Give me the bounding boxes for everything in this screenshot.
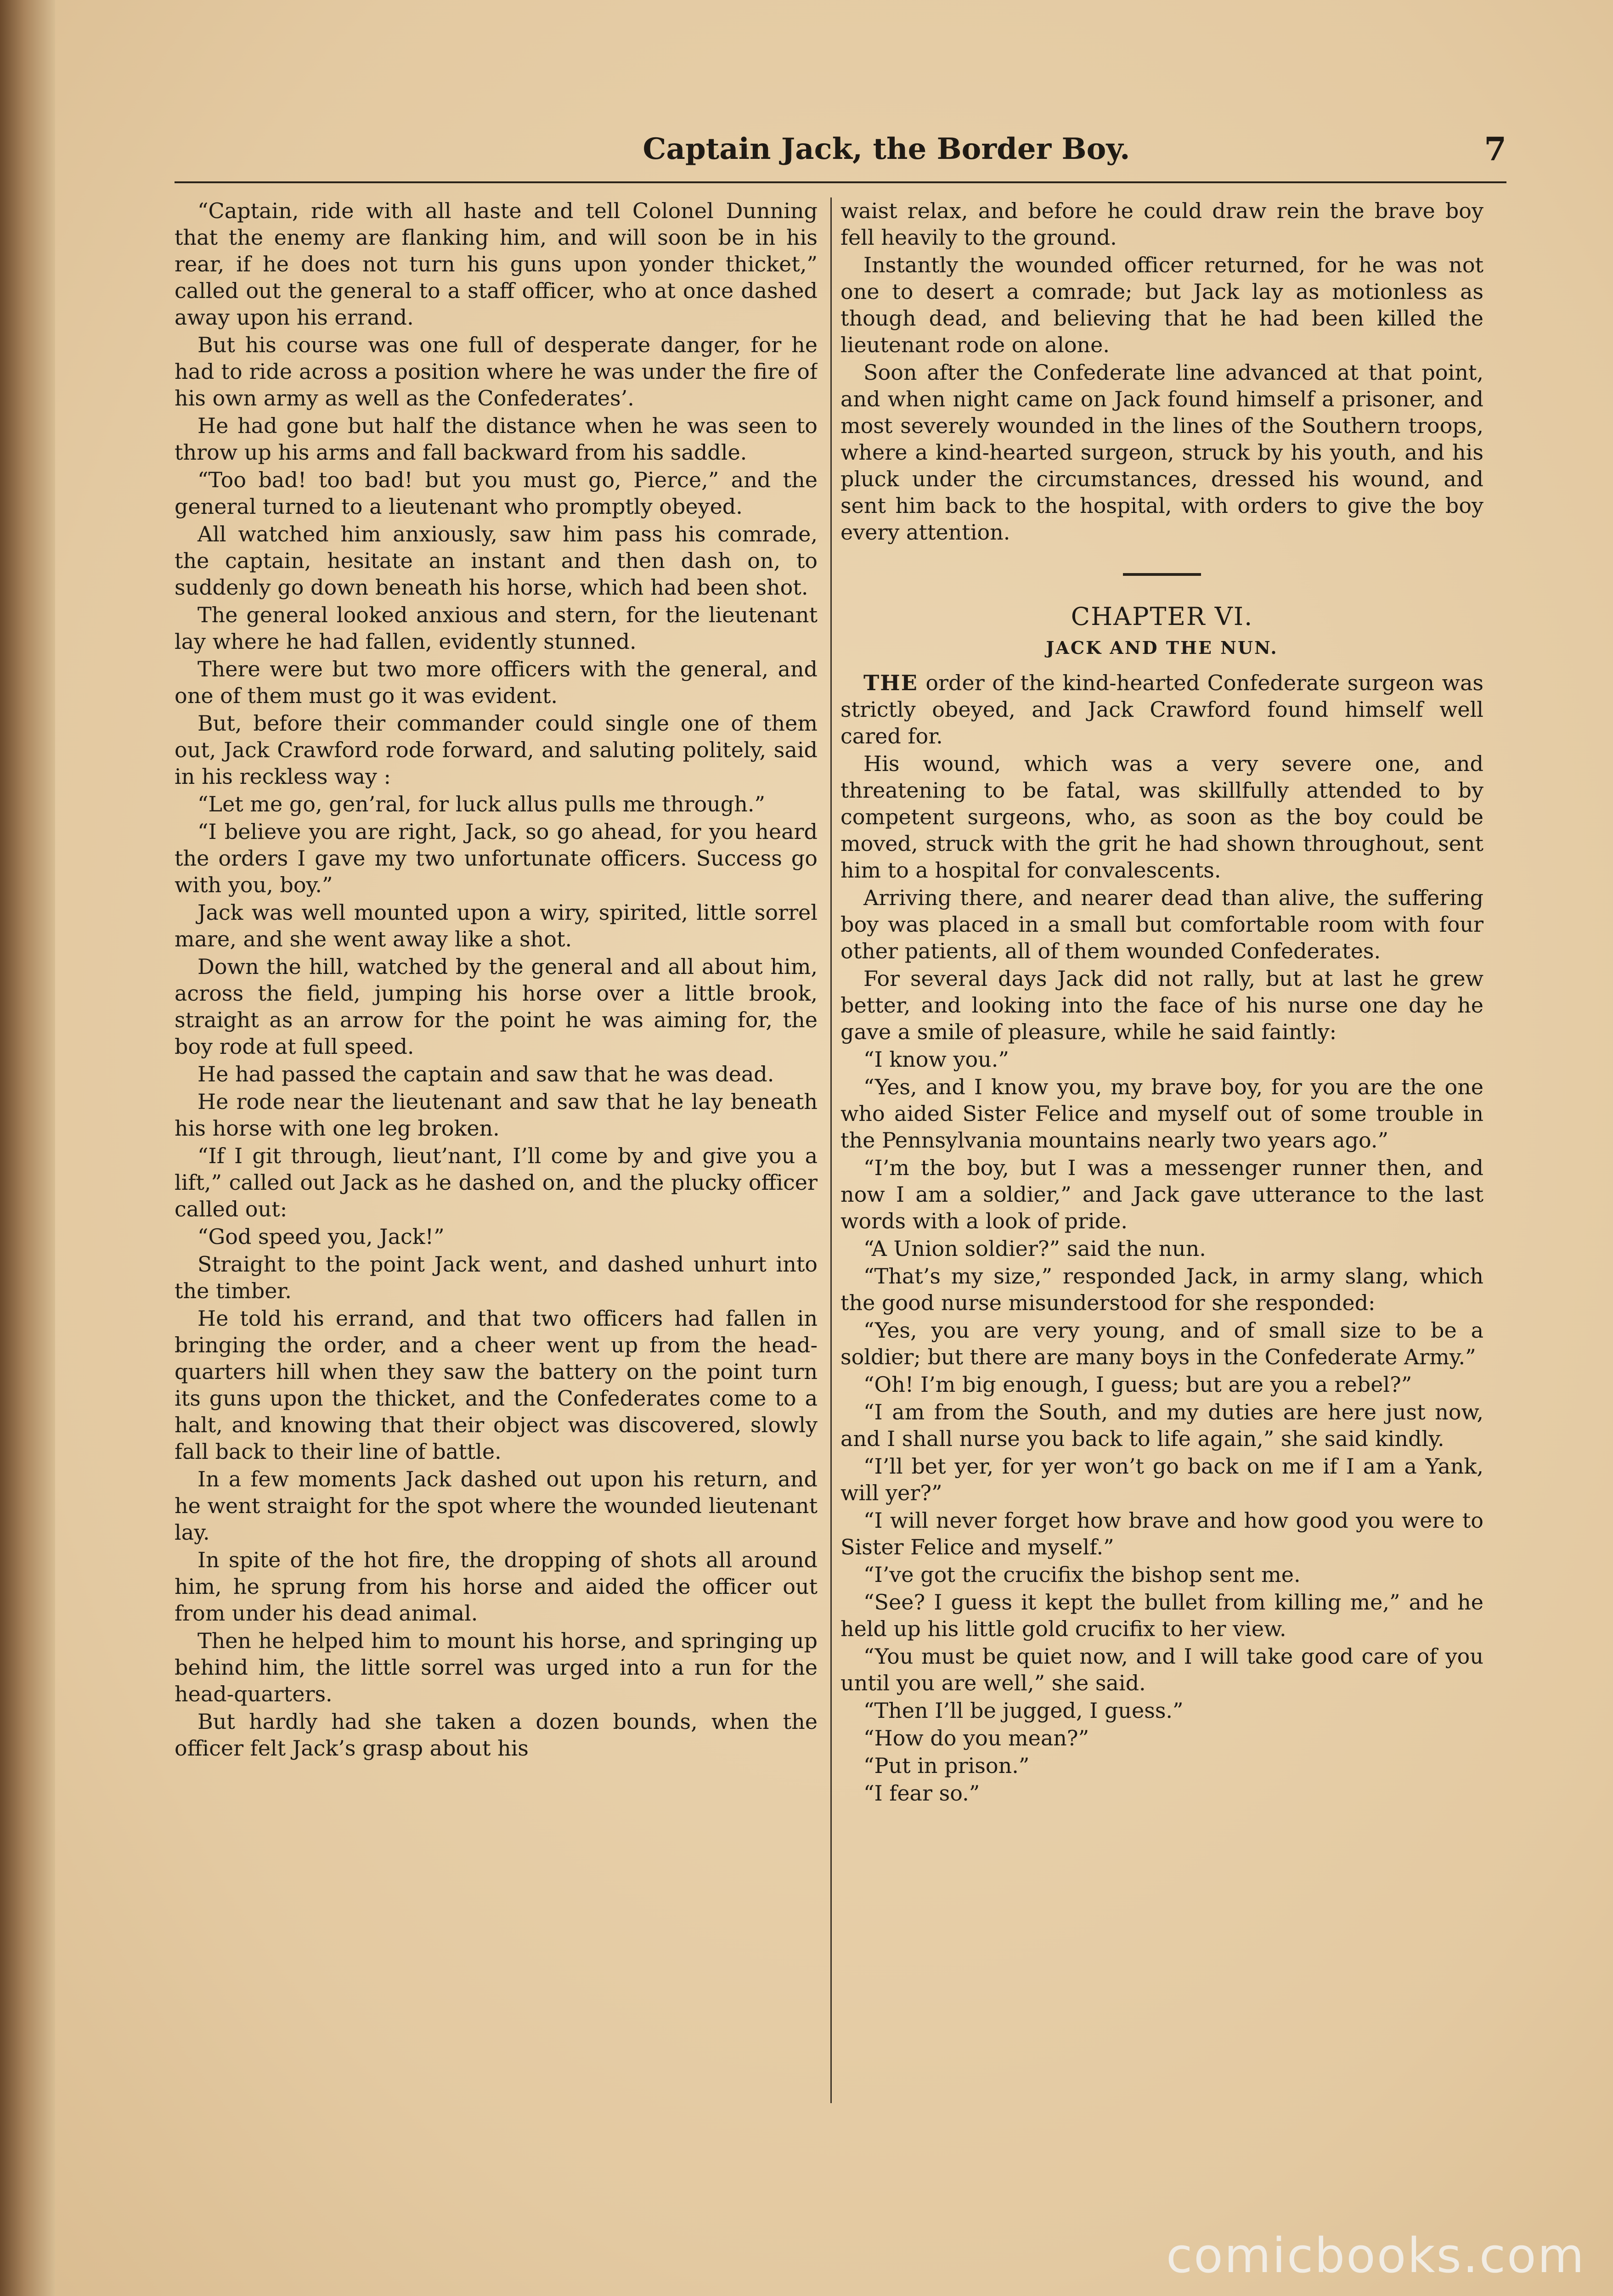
- chapter-heading: CHAPTER VI.: [1071, 602, 1253, 631]
- paragraph: “Then I’ll be jugged, I guess.”: [863, 1698, 1184, 1723]
- paragraph: But hardly had she taken a dozen bounds, when the officer felt Jack’s grasp about his: [175, 1709, 818, 1761]
- paragraph: But, before their commander could single one of them out, Jack Crawford rode forward, and saluting politely, said in his reckless way :: [175, 711, 818, 789]
- right-top-paragraphs: [840, 252, 1483, 546]
- right-bottom-paragraphs: [840, 750, 1483, 1806]
- paragraph: In a few moments Jack dashed out upon his return, and he went straight for the spot where the wounded lieutenant lay.: [175, 1467, 818, 1545]
- paragraph: Then he helped him to mount his horse, and springing up behind him, the little sorrel was urged into a run for the head-quarters.: [175, 1628, 818, 1706]
- paragraph: Straight to the point Jack went, and dashed unhurt into the timber.: [175, 1252, 818, 1303]
- opening-word: THE: [863, 670, 918, 695]
- paragraph: “Yes, you are very young, and of small size to be a soldier; but there are many boys in the Confederate Army.”: [840, 1318, 1483, 1369]
- right-column: [840, 197, 1483, 2103]
- paragraph: Soon after the Confederate line advanced at that point, and when night came on Jack found himself a prisoner, and most severely wounded in the lines of the Southern troops, where a kind-hearted surgeon, struck by his youth, and his pluck under the circumstances, dressed his wound, and sent him back to the hospital, with orders to give the boy every attention.: [840, 360, 1483, 545]
- header-rule: [175, 181, 1506, 183]
- paragraph: The general looked anxious and stern, for the lieutenant lay where he had fallen, evidently stunned.: [175, 602, 818, 654]
- paragraph: Jack was well mounted upon a wiry, spirited, little sorrel mare, and she went away like a shot.: [175, 900, 818, 951]
- paragraph: Instantly the wounded officer returned, for he was not one to desert a comrade; but Jack lay as motionless as though dead, and believing that he had been killed the lieutenant rode on alone.: [840, 253, 1483, 357]
- book-gutter: [0, 0, 55, 2296]
- opening-text: order of the kind-hearted Confederate surgeon was strictly obeyed, and Jack Crawford found himself well cared for.: [840, 670, 1483, 748]
- paragraph: “You must be quiet now, and I will take good care of you until you are well,” she said.: [840, 1644, 1483, 1695]
- column-divider: [830, 197, 832, 2103]
- paragraph: “I’ll bet yer, for yer won’t go back on me if I am a Yank, will yer?”: [840, 1454, 1483, 1505]
- paragraph: “Let me go, gen’ral, for luck allus pulls me through.”: [197, 792, 765, 816]
- paragraph: All watched him anxiously, saw him pass his comrade, the captain, hesitate an instant and then dash on, to suddenly go down beneath his horse, which had been shot.: [175, 522, 818, 600]
- page-number: 7: [1484, 130, 1506, 168]
- paragraph: Down the hill, watched by the general and all about him, across the field, jumping his horse over a little brook, straight as an arrow for the point he was aiming for, the boy rode at full speed.: [175, 954, 818, 1059]
- paragraph: “Put in prison.”: [863, 1753, 1030, 1778]
- paragraph: He had passed the captain and saw that he was dead.: [197, 1062, 774, 1086]
- continued-paragraph: waist relax, and before he could draw rein the brave boy fell heavily to the ground.: [840, 198, 1483, 250]
- chapter-opening-paragraph: [840, 670, 1483, 749]
- paragraph: He rode near the lieutenant and saw that he lay beneath his horse with one leg broken.: [175, 1089, 818, 1141]
- paragraph: “God speed you, Jack!”: [197, 1224, 445, 1249]
- paragraph: But his course was one full of desperate danger, for he had to ride across a position where he was under the fire of his own army as well as the Confederates’.: [175, 332, 818, 411]
- paragraph: “I’ve got the crucifix the bishop sent me.: [863, 1562, 1301, 1587]
- left-column: [175, 197, 818, 2103]
- paragraph: “I know you.”: [863, 1047, 1009, 1072]
- paragraph: “I fear so.”: [863, 1781, 980, 1806]
- paragraph: “A Union soldier?” said the nun.: [863, 1236, 1206, 1261]
- paragraph: “Yes, and I know you, my brave boy, for you are the one who aided Sister Felice and myself out of some trouble in the Pennsylvania mountains nearly two years ago.”: [840, 1075, 1483, 1153]
- paragraph: In spite of the hot fire, the dropping of shots all around him, he sprung from his horse and aided the officer out from under his dead animal.: [175, 1548, 818, 1626]
- paragraph: “That’s my size,” responded Jack, in army slang, which the good nurse misunderstood for she responded:: [840, 1264, 1483, 1315]
- paragraph: Arriving there, and nearer dead than alive, the suffering boy was placed in a small but comfortable room with four other patients, all of them wounded Confederates.: [840, 885, 1483, 963]
- paragraph: “If I git through, lieut’nant, I’ll come by and give you a lift,” called out Jack as he dashed on, and the plucky officer called out:: [175, 1143, 818, 1221]
- paragraph: “I’m the boy, but I was a messenger runner then, and now I am a soldier,” and Jack gave utterance to the last words with a look of pride.: [840, 1155, 1483, 1233]
- paragraph: “Oh! I’m big enough, I guess; but are you a rebel?”: [863, 1372, 1412, 1397]
- paragraph: “Captain, ride with all haste and tell Colonel Dunning that the enemy are flanking him, and will soon be in his rear, if he does not turn his guns upon yonder thicket,” called out the general to a staff officer, who at once dashed away upon his errand.: [175, 198, 818, 330]
- site-watermark: comicbooks.com: [1166, 2228, 1585, 2284]
- paragraph: “I believe you are right, Jack, so go ahead, for you heard the orders I gave my two unfortunate officers. Success go with you, boy.”: [175, 819, 818, 897]
- paragraph: For several days Jack did not rally, but at last he grew better, and looking into the face of his nurse one day he gave a smile of pleasure, while he said faintly:: [840, 966, 1483, 1044]
- chapter-rule: [1123, 573, 1201, 576]
- paragraph: He told his errand, and that two officers had fallen in bringing the order, and a cheer went up from the head-quarters hill when they saw the battery on the point turn its guns upon the thicket, and the Confederates come to a halt, and knowing that their object was discovered, slowly fall back to their line of battle.: [175, 1306, 818, 1464]
- running-title: Captain Jack, the Border Boy.: [643, 132, 1130, 166]
- paragraph: He had gone but half the distance when he was seen to throw up his arms and fall backward from his saddle.: [175, 413, 818, 465]
- paragraph: “I am from the South, and my duties are here just now, and I shall nurse you back to life again,” she said kindly.: [840, 1400, 1483, 1451]
- paragraph: “See? I guess it kept the bullet from killing me,” and he held up his little gold crucifix to her view.: [840, 1590, 1483, 1641]
- paragraph: There were but two more officers with the general, and one of them must go it was evident.: [175, 657, 818, 708]
- page-header: [175, 124, 1506, 179]
- paragraph: “Too bad! too bad! but you must go, Pierce,” and the general turned to a lieutenant who promptly obeyed.: [175, 467, 818, 519]
- paragraph: His wound, which was a very severe one, and threatening to be fatal, was skillfully attended to by competent surgeons, who, as soon as the boy could be moved, struck with the grit he had shown throughout, sent him to a hospital for convalescents.: [840, 751, 1483, 883]
- paragraph: “How do you mean?”: [863, 1726, 1089, 1750]
- chapter-subtitle: JACK AND THE NUN.: [1046, 637, 1278, 658]
- paragraph: “I will never forget how brave and how good you were to Sister Felice and myself.”: [840, 1508, 1483, 1559]
